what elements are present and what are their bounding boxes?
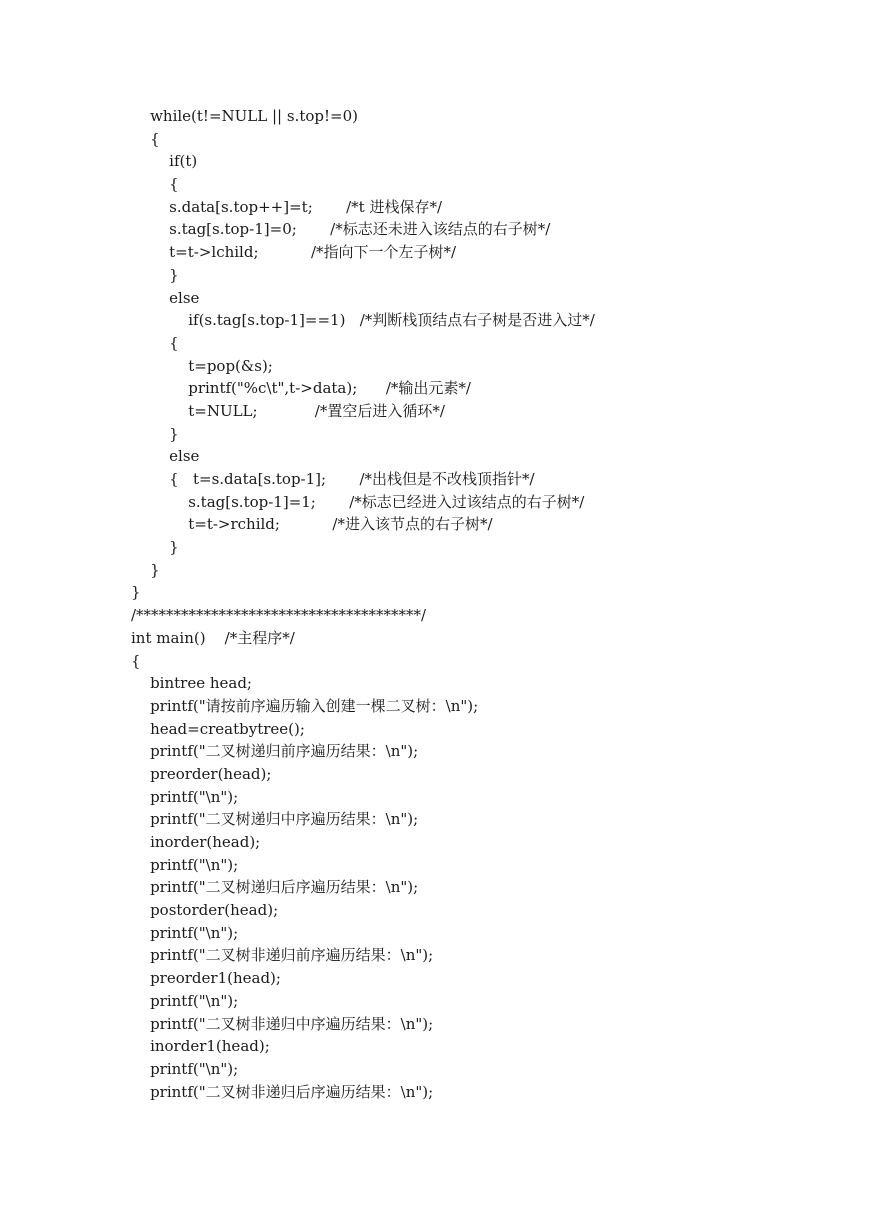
code-line: printf("二叉树非递归中序遍历结果：\n"); xyxy=(131,1014,434,1033)
code-line: t=NULL; /*置空后进入循环*/ xyxy=(131,401,445,420)
code-line: printf("\n"); xyxy=(131,923,239,942)
code-line: { xyxy=(131,129,160,148)
code-line: } xyxy=(131,583,141,602)
code-line: printf("%c\t",t->data); /*输出元素*/ xyxy=(131,379,471,398)
code-line: } xyxy=(131,560,160,579)
code-line: { xyxy=(131,175,179,194)
code-line: s.tag[s.top-1]=1; /*标志已经进入过该结点的右子树*/ xyxy=(131,492,585,511)
code-line: s.tag[s.top-1]=0; /*标志还未进入该结点的右子树*/ xyxy=(131,220,551,239)
code-line: if(t) xyxy=(131,152,198,171)
code-line: if(s.tag[s.top-1]==1) /*判断栈顶结点右子树是否进入过*/ xyxy=(131,311,595,330)
code-line: t=pop(&s); xyxy=(131,356,273,375)
code-line: printf("二叉树递归中序遍历结果：\n"); xyxy=(131,810,419,829)
code-line: t=t->lchild; /*指向下一个左子树*/ xyxy=(131,243,457,262)
code-line: { xyxy=(131,333,179,352)
code-line: inorder(head); xyxy=(131,833,261,851)
code-line: preorder(head); xyxy=(131,764,272,783)
code-line: printf("\n"); xyxy=(131,787,239,806)
code-line: postorder(head); xyxy=(131,901,279,920)
code-line: } xyxy=(131,424,179,443)
code-line: t=t->rchild; /*进入该节点的右子树*/ xyxy=(131,515,493,534)
code-line: { t=s.data[s.top-1]; /*出栈但是不改栈顶指针*/ xyxy=(131,470,535,488)
code-line: inorder1(head); xyxy=(131,1037,270,1056)
code-line: printf("请按前序遍历输入创建一棵二叉树：\n"); xyxy=(131,696,479,715)
code-line: printf("\n"); xyxy=(131,991,239,1010)
code-line: } xyxy=(131,538,179,557)
code-line: { xyxy=(131,651,141,670)
code-line: printf("二叉树非递归前序遍历结果：\n"); xyxy=(131,946,434,965)
code-line: bintree head; xyxy=(131,674,252,693)
code-line: printf("二叉树递归前序遍历结果：\n"); xyxy=(131,742,419,761)
code-line: printf("\n"); xyxy=(131,855,239,874)
code-line: else xyxy=(131,447,200,466)
code-line: printf("\n"); xyxy=(131,1059,239,1078)
code-line: printf("二叉树递归后序遍历结果：\n"); xyxy=(131,878,419,897)
code-line xyxy=(131,1103,851,1126)
code-line: preorder1(head); xyxy=(131,969,281,988)
code-line: /**************************************/ xyxy=(131,606,427,625)
code-line: s.data[s.top++]=t; /*t 进栈保存*/ xyxy=(131,197,443,216)
code-line: printf("二叉树非递归后序遍历结果：\n"); xyxy=(131,1082,434,1101)
code-line: } xyxy=(131,265,179,284)
code-line: int main() /*主程序*/ xyxy=(131,628,295,647)
code-line: while(t!=NULL || s.top!=0) xyxy=(131,107,358,125)
code-line: else xyxy=(131,288,200,307)
code-block xyxy=(131,105,851,1126)
code-line: head=creatbytree(); xyxy=(131,719,305,738)
